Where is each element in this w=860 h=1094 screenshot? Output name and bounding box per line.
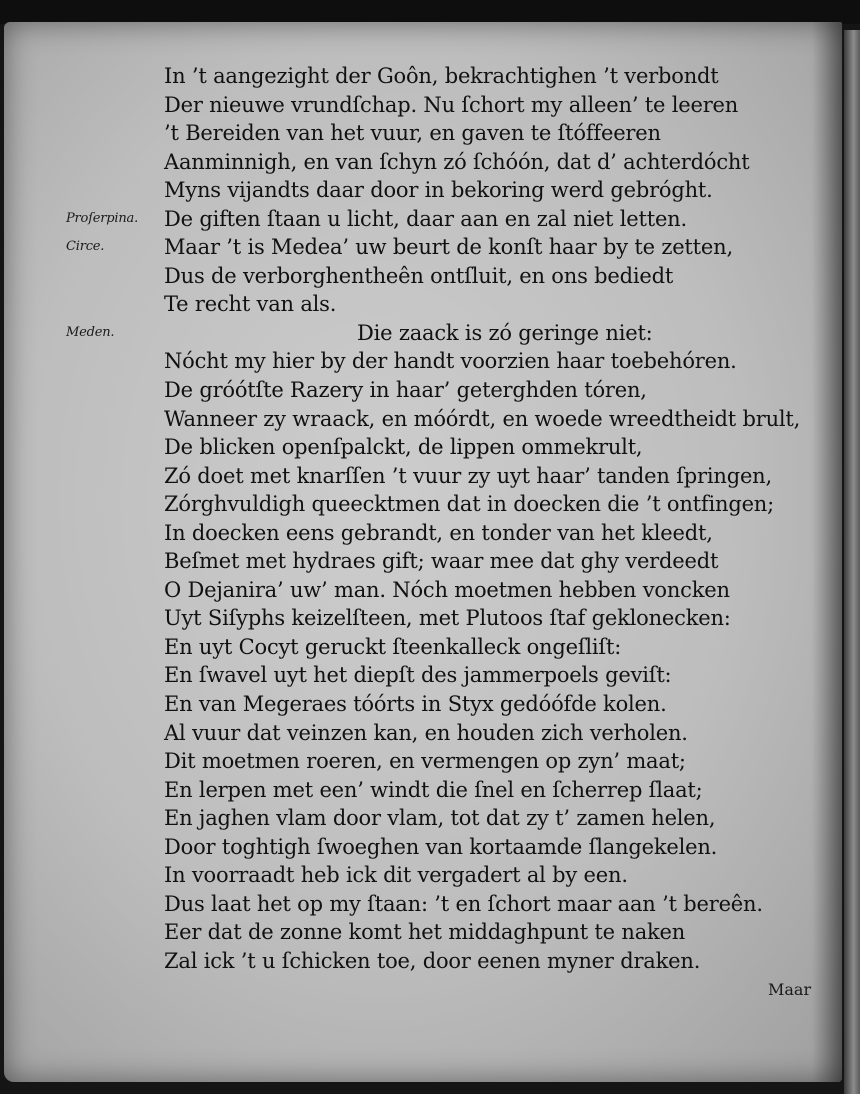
next-page-edge [844,30,860,1094]
verse-block [66,62,824,976]
verse-line [66,319,824,348]
verse-text: Die zaack is zó geringe niet: [357,320,653,345]
verse-text: Al vuur dat veinzen kan, en houden zich verholen. [164,720,688,745]
verse-text: In voorraadt heb ick dit vergadert al by een. [164,863,628,888]
speaker-label: Proſerpina. [66,210,139,226]
verse-text: En van Megeraes tóórts in Styx gedóófde kolen. [164,692,667,717]
verse-line [66,205,824,234]
verse-line [164,519,824,548]
verse-text: Door toghtigh ſwoeghen van kortaamde ſlangekelen. [164,834,718,859]
verse-line [164,661,824,690]
verse-line [164,405,824,434]
verse-line [66,233,824,262]
verse-line [164,747,824,776]
verse-text: De blicken openſpalckt, de lippen ommekrult, [164,435,643,460]
verse-line [164,290,824,319]
verse-line [164,462,824,491]
verse-text: Zal ick ’t u ſchicken toe, door eenen myner draken. [164,948,701,973]
verse-text: Zó doet met knarſſen ’t vuur zy uyt haar’ tanden ſpringen, [164,463,772,488]
verse-text: In doecken eens gebrandt, en tonder van het kleedt, [164,520,713,545]
verse-text: Beſmet met hydraes gift; waar mee dat ghy verdeedt [164,549,719,574]
verse-line [164,490,824,519]
verse-text: Maar ’t is Medea’ uw beurt de konſt haar by te zetten, [164,235,733,260]
verse-line [164,62,824,91]
verse-line [164,861,824,890]
speaker-label: Meden. [66,324,115,340]
verse-text: Dus de verborghentheên ontſluit, en ons bediedt [164,263,674,288]
verse-text: ’t Bereiden van het vuur, en gaven te ſtóffeeren [164,121,661,146]
verse-line [164,890,824,919]
verse-line [164,690,824,719]
verse-text: En jaghen vlam door vlam, tot dat zy t’ zamen helen, [164,806,716,831]
book-page [4,22,842,1082]
verse-text: Uyt Siſyphs keizelſteen, met Plutoos ſtaf geklonecken: [164,606,731,631]
verse-text: Nócht my hier by der handt voorzien haar toebehóren. [164,349,737,374]
verse-text: Wanneer zy wraack, en móórdt, en woede wreedtheidt brult, [164,406,801,431]
verse-text: En uyt Cocyt geruckt ſteenkalleck ongeſliſt: [164,634,622,659]
verse-text: En lerpen met een’ windt die ſnel en ſcherrep ſlaat; [164,777,703,802]
verse-line [164,918,824,947]
verse-line [164,433,824,462]
verse-line [164,176,824,205]
verse-text: Myns vijandts daar door in bekoring werd gebróght. [164,178,713,203]
verse-line [164,119,824,148]
verse-line [164,719,824,748]
verse-text: De gróótſte Razery in haar’ geterghden tóren, [164,378,647,403]
verse-line [164,776,824,805]
verse-text: Aanminnigh, en van ſchyn zó ſchóón, dat d’ achterdócht [164,149,750,174]
verse-line [164,262,824,291]
verse-line [164,804,824,833]
verse-text: Te recht van als. [164,292,337,317]
verse-line [164,547,824,576]
verse-text: Zórghvuldigh queecktmen dat in doecken die ’t ontfingen; [164,492,775,517]
verse-line [164,947,824,976]
verse-text: O Dejanira’ uw’ man. Nóch moetmen hebben voncken [164,577,730,602]
verse-text: En ſwavel uyt het diepſt des jammerpoels geviſt: [164,663,672,688]
verse-text: In ’t aangezight der Goôn, bekrachtighen ’t verbondt [164,64,719,88]
verse-line [164,347,824,376]
verse-line [164,148,824,177]
verse-text: Dit moetmen roeren, en vermengen op zyn’ maat; [164,749,686,774]
verse-line [164,633,824,662]
catchword: Maar [768,980,812,999]
book-edge-top [0,0,860,24]
verse-text: Der nieuwe vrundſchap. Nu ſchort my alleen’ te leeren [164,92,739,117]
verse-text: Dus laat het op my ſtaan: ’t en ſchort maar aan ’t bereên. [164,891,763,916]
verse-text: Eer dat de zonne komt het middaghpunt te naken [164,920,686,945]
verse-line [164,91,824,120]
verse-text: De giften ſtaan u licht, daar aan en zal niet letten. [164,206,687,231]
verse-line [164,833,824,862]
verse-line [164,576,824,605]
speaker-label: Circe. [66,239,105,255]
verse-line [164,604,824,633]
verse-line [164,376,824,405]
